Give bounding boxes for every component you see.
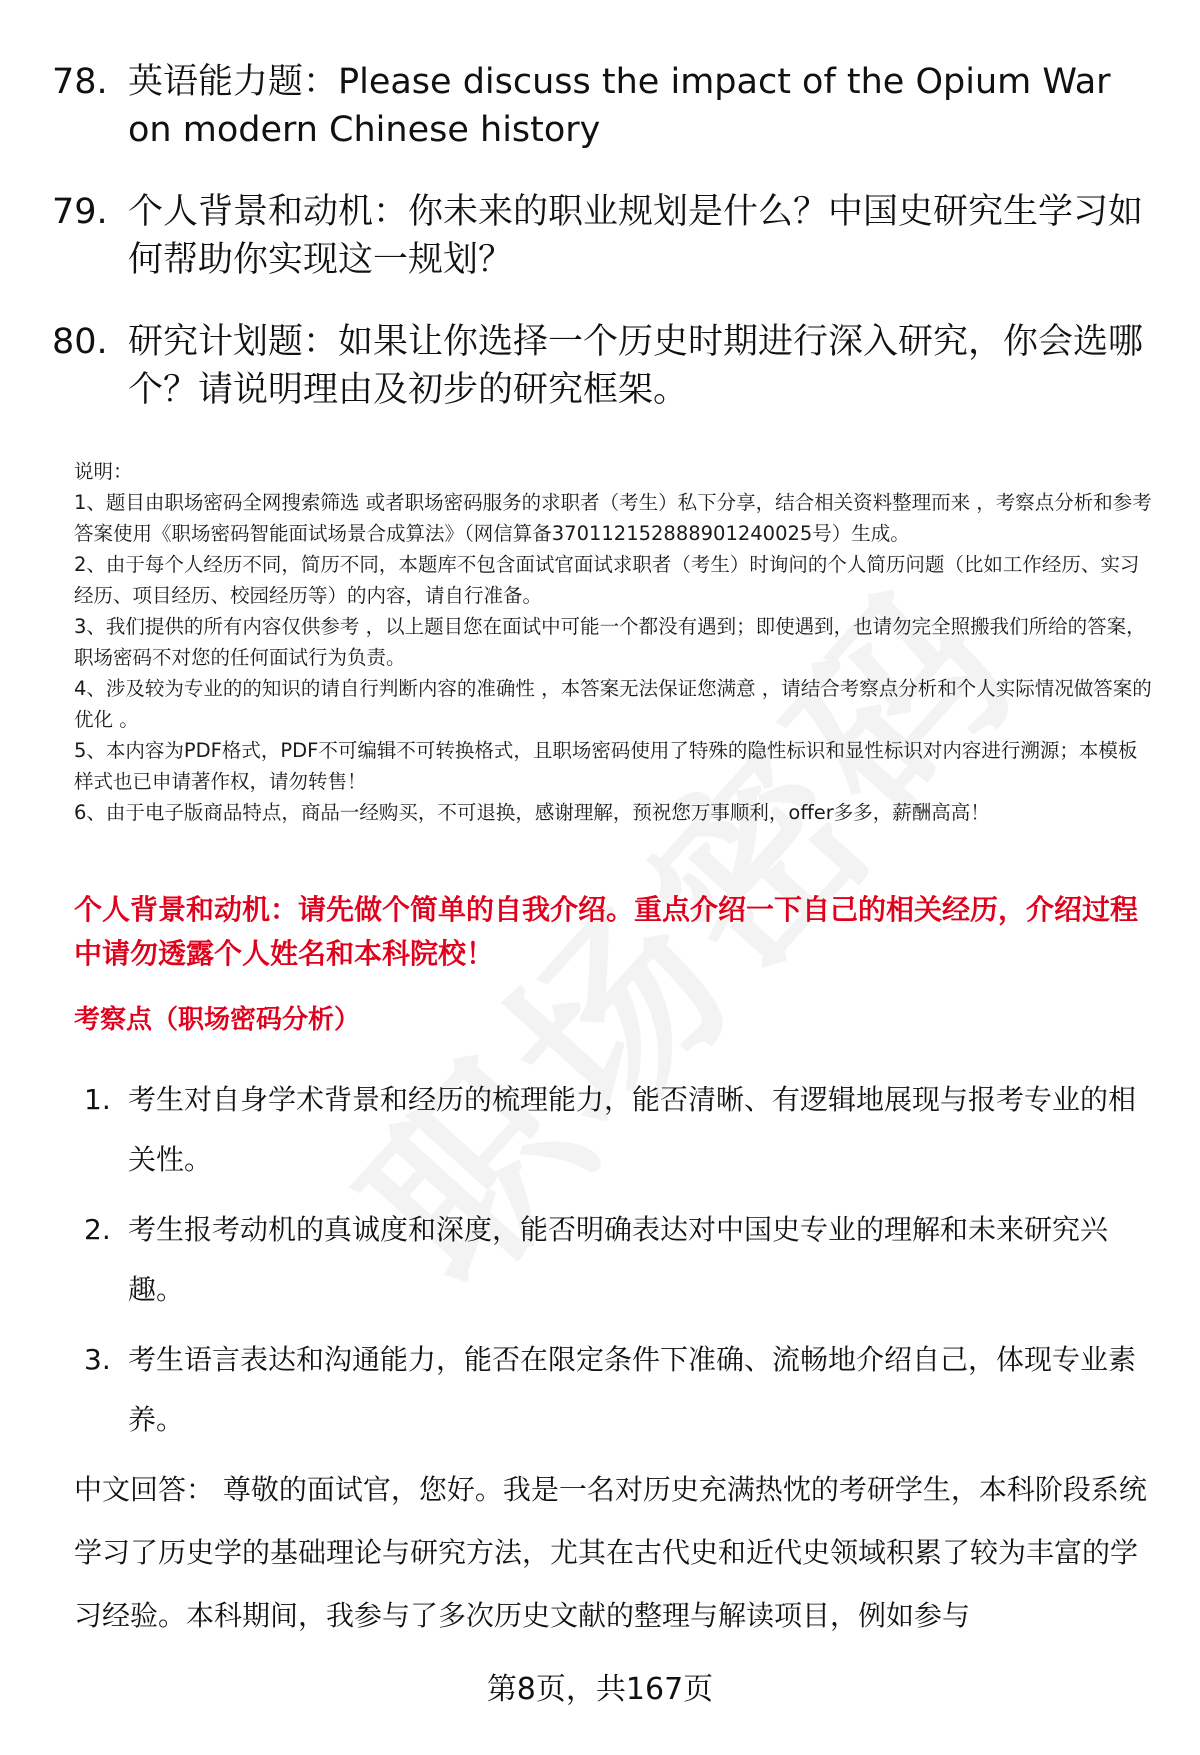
point-text: 考生语言表达和沟通能力，能否在限定条件下准确、流畅地介绍自己，体现专业素养。 [128, 1343, 1137, 1436]
question-number: 80. [52, 322, 108, 362]
analysis-point [84, 1070, 1154, 1190]
point-number: 1. [84, 1083, 111, 1116]
point-number: 2. [84, 1213, 111, 1246]
notes-item: 1、题目由职场密码全网搜索筛选 或者职场密码服务的求职者（考生）私下分享，结合相关资料整理而来 ，考察点分析和参考答案使用《职场密码智能面试场景合成算法》（网信算备370112152888901240025号）生成。 [74, 491, 1152, 545]
analysis-point [84, 1330, 1154, 1450]
page-footer: 第8页，共167页 [486, 1672, 714, 1707]
question-item [52, 188, 1152, 284]
current-question-heading: 个人背景和动机：请先做个简单的自我介绍。重点介绍一下自己的相关经历，介绍过程中请勿透露个人姓名和本科院校！ [74, 893, 1139, 970]
question-text: 英语能力题：Please discuss the impact of the Opium War on modern Chinese history [128, 62, 1111, 150]
analysis-point [84, 1200, 1154, 1320]
point-text: 考生对自身学术背景和经历的梳理能力，能否清晰、有逻辑地展现与报考专业的相关性。 [128, 1083, 1137, 1176]
notes-item: 5、本内容为PDF格式，PDF不可编辑不可转换格式，且职场密码使用了特殊的隐性标识和显性标识对内容进行溯源；本模板样式也已申请著作权，请勿转售！ [74, 739, 1138, 793]
question-item [52, 58, 1152, 154]
question-text: 研究计划题：如果让你选择一个历史时期进行深入研究，你会选哪个？请说明理由及初步的研究框架。 [128, 322, 1144, 410]
notes-item: 2、由于每个人经历不同，简历不同，本题库不包含面试官面试求职者（考生）时询问的个人简历问题（比如工作经历、实习经历、项目经历、校园经历等）的内容，请自行准备。 [74, 553, 1140, 607]
question-text: 个人背景和动机：你未来的职业规划是什么？中国史研究生学习如何帮助你实现这一规划？ [128, 192, 1144, 280]
notes-item: 6、由于电子版商品特点，商品一经购买，不可退换，感谢理解，预祝您万事顺利，offer多多，薪酬高高！ [74, 801, 990, 824]
question-item [52, 318, 1152, 414]
answer-text: 中文回答： 尊敬的面试官，您好。我是一名对历史充满热忱的考研学生，本科阶段系统学习了历史学的基础理论与研究方法，尤其在古代史和近代史领域积累了较为丰富的学习经验。本科期间，我参与了多次历史文献的整理与解读项目，例如参与 [74, 1473, 1147, 1632]
notes-item: 4、涉及较为专业的的知识的请自行判断内容的准确性 ，本答案无法保证您满意 ，请结合考察点分析和个人实际情况做答案的优化 。 [74, 677, 1152, 731]
analysis-points [84, 1070, 1154, 1460]
question-number: 79. [52, 192, 108, 232]
analysis-title: 考察点（职场密码分析） [74, 1005, 361, 1035]
point-text: 考生报考动机的真诚度和深度，能否明确表达对中国史专业的理解和未来研究兴趣。 [128, 1213, 1109, 1306]
notes-item: 3、我们提供的所有内容仅供参考 ，以上题目您在面试中可能一个都没有遇到；即使遇到，也请勿完全照搬我们所给的答案，职场密码不对您的任何面试行为负责。 [74, 615, 1146, 669]
notes-section [74, 456, 1154, 828]
point-number: 3. [84, 1343, 111, 1376]
question-number: 78. [52, 62, 108, 102]
question-list [52, 58, 1152, 448]
notes-title: 说明： [74, 460, 133, 483]
